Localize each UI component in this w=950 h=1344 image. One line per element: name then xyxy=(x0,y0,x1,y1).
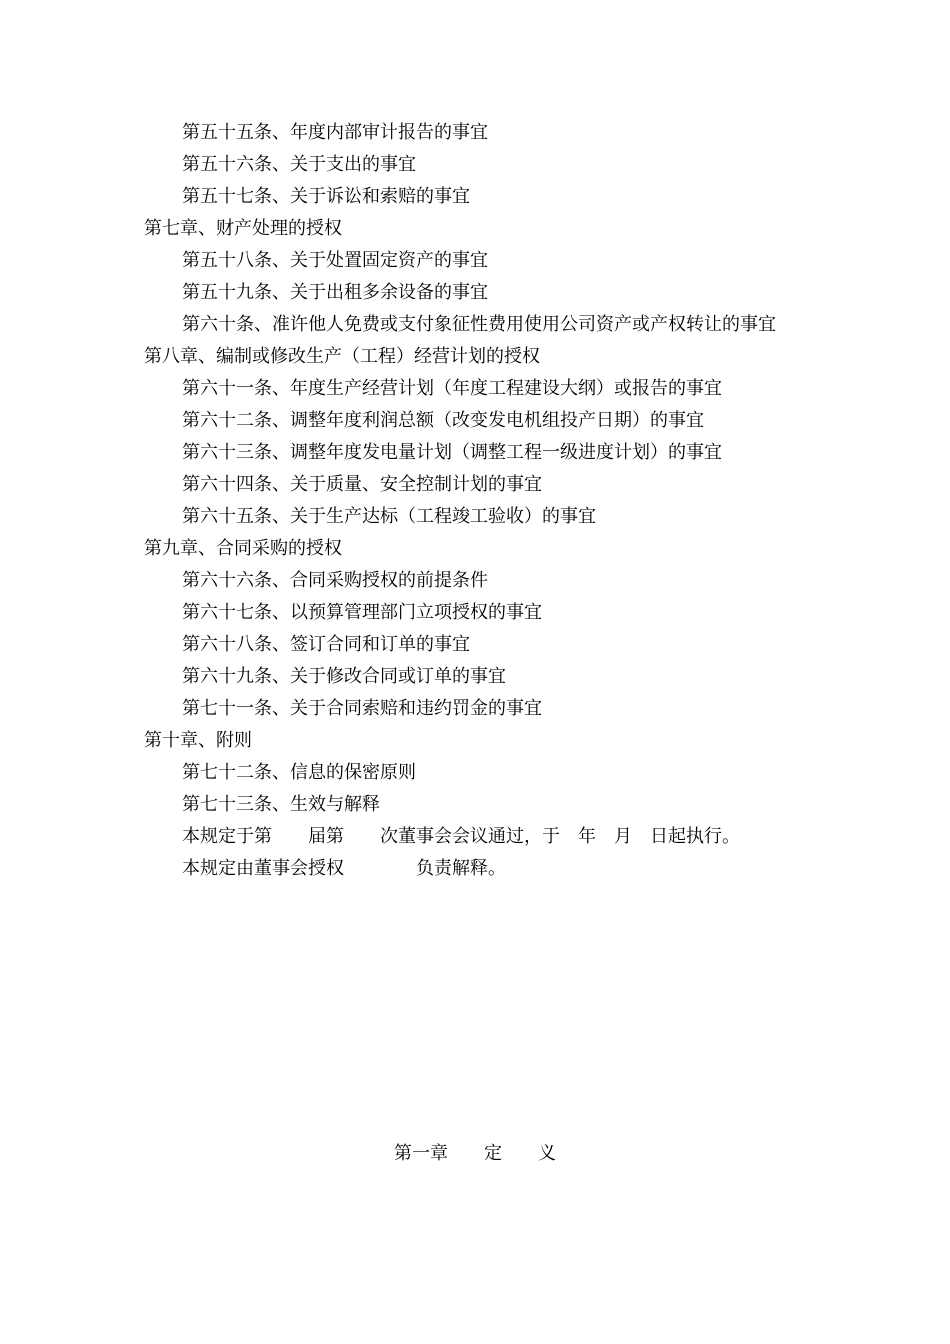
toc-chapter-line: 第十章、附则 xyxy=(144,730,252,751)
toc-chapter-line: 第七章、财产处理的授权 xyxy=(144,218,342,239)
toc-chapter-line: 第八章、编制或修改生产（工程）经营计划的授权 xyxy=(144,346,540,367)
toc-article-line: 第七十一条、关于合同索赔和违约罚金的事宜 xyxy=(182,698,542,719)
toc-article-line: 第六十九条、关于修改合同或订单的事宜 xyxy=(182,666,506,687)
toc-article-line: 第七十三条、生效与解释 xyxy=(182,794,380,815)
toc-chapter-line: 第九章、合同采购的授权 xyxy=(144,538,342,559)
toc-article-line: 第六十五条、关于生产达标（工程竣工验收）的事宜 xyxy=(182,506,596,527)
toc-article-line: 第六十三条、调整年度发电量计划（调整工程一级进度计划）的事宜 xyxy=(182,442,722,463)
toc-article-line: 第五十七条、关于诉讼和索赔的事宜 xyxy=(182,186,470,207)
interpretation-statement: 本规定由董事会授权 负责解释。 xyxy=(182,858,506,879)
chapter-heading: 第一章 定 义 xyxy=(394,1143,556,1164)
toc-article-line: 第五十六条、关于支出的事宜 xyxy=(182,154,416,175)
toc-article-line: 第六十八条、签订合同和订单的事宜 xyxy=(182,634,470,655)
toc-article-line: 第六十四条、关于质量、安全控制计划的事宜 xyxy=(182,474,542,495)
toc-article-line: 第六十七条、以预算管理部门立项授权的事宜 xyxy=(182,602,542,623)
toc-article-line: 第六十六条、合同采购授权的前提条件 xyxy=(182,570,488,591)
toc-article-line: 第五十五条、年度内部审计报告的事宜 xyxy=(182,122,488,143)
toc-article-line: 第五十九条、关于出租多余设备的事宜 xyxy=(182,282,488,303)
toc-article-line: 第六十二条、调整年度利润总额（改变发电机组投产日期）的事宜 xyxy=(182,410,704,431)
toc-article-line: 第六十条、准许他人免费或支付象征性费用使用公司资产或产权转让的事宜 xyxy=(182,314,776,335)
toc-article-line: 第五十八条、关于处置固定资产的事宜 xyxy=(182,250,488,271)
table-of-contents xyxy=(0,117,950,885)
toc-article-line: 第六十一条、年度生产经营计划（年度工程建设大纲）或报告的事宜 xyxy=(182,378,722,399)
toc-article-line: 第七十二条、信息的保密原则 xyxy=(182,762,416,783)
adoption-statement: 本规定于第 届第 次董事会会议通过，于 年 月 日起执行。 xyxy=(182,826,740,847)
